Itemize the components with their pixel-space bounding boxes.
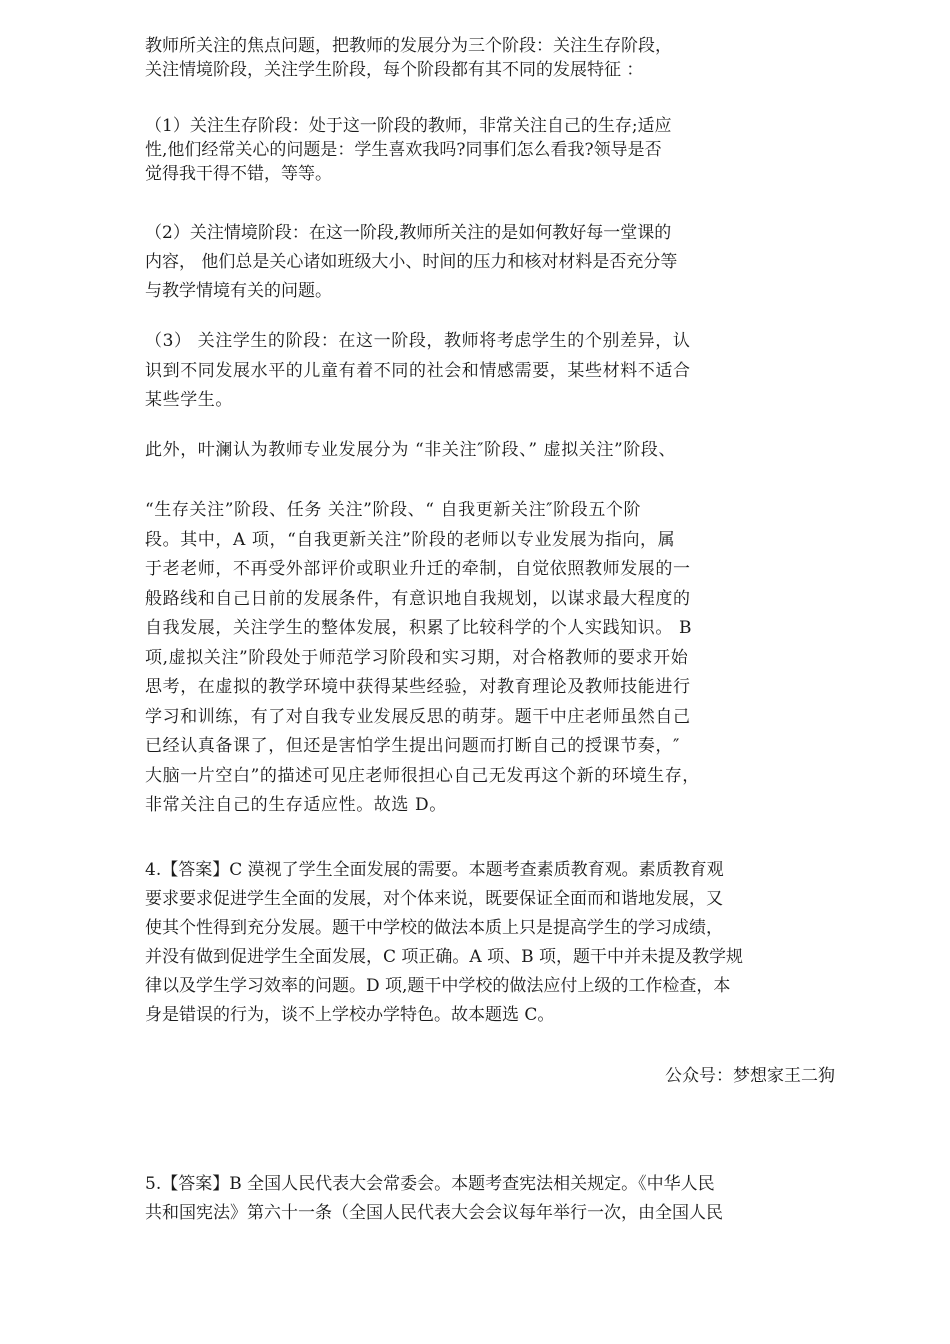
additional-paragraph (145, 436, 825, 466)
text-line: 觉得我干得不错，等等。 (145, 164, 332, 184)
text-line: “生存关注”阶段、任务 关注”阶段、“ 自我更新关注″阶段五个阶 (145, 500, 642, 520)
text-line: 5.【答案】B 全国人民代表大会常委会。本题考查宪法相关规定。《中华人民 (145, 1174, 715, 1194)
stage-2-paragraph (145, 219, 825, 306)
text-line: 4.【答案】C 漠视了学生全面发展的需要。本题考查素质教育观。素质教育观 (145, 860, 724, 880)
stage-3-paragraph (145, 327, 825, 416)
text-line: 律以及学生学习效率的问题。D 项,题干中学校的做法应付上级的工作检查，本 (145, 976, 731, 996)
text-line: 非常关注自己的生存适应性。故选 D。 (145, 795, 447, 815)
text-line: 已经认真备课了，但还是害怕学生提出问题而打断自己的授课节奏，″ (145, 736, 680, 756)
explanation-paragraph (145, 496, 825, 821)
text-line: （1）关注生存阶段：处于这一阶段的教师，非常关注自己的生存;适应 (145, 116, 672, 136)
text-line: 于老老师，不再受外部评价或职业升迁的牵制，自觉依照教师发展的一 (145, 559, 691, 579)
text-line: 与教学情境有关的问题。 (145, 281, 332, 301)
text-line: 共和国宪法》第六十一条（全国人民代表大会会议每年举行一次，由全国人民 (145, 1203, 723, 1223)
text-line: 内容， 他们总是关心诸如班级大小、时间的压力和核对材料是否充分等 (145, 252, 678, 272)
text-line: 教师所关注的焦点问题，把教师的发展分为三个阶段：关注生存阶段， (145, 36, 672, 56)
text-line: 般路线和自己日前的发展条件，有意识地自我规划，以谋求最大程度的 (145, 588, 691, 609)
text-line: 思考，在虚拟的教学环境中获得某些经验，对教育理论及教师技能进行 (145, 677, 691, 697)
answer-5-paragraph (145, 1170, 825, 1228)
text-line: 使其个性得到充分发展。题干中学校的做法本质上只是提高学生的学习成绩， (145, 918, 723, 938)
text-line: 项,虚拟关注”阶段处于师范学习阶段和实习期，对合格教师的要求开始 (145, 647, 689, 668)
text-line: 此外，叶澜认为教师专业发展分为 “非关注″阶段、” 虚拟关注”阶段、 (145, 440, 677, 460)
text-line: 识到不同发展水平的儿童有着不同的社会和情感需要，某些材料不适合 (145, 360, 691, 381)
text-line: 身是错误的行为，谈不上学校办学特色。故本题选 C。 (145, 1005, 555, 1025)
text-line: 并没有做到促进学生全面发展，C 项正确。A 项、B 项，题干中并未提及教学规 (145, 947, 743, 967)
text-line: 学习和训练，有了对自我专业发展反思的萌芽。题干中庄老师虽然自己 (145, 706, 691, 727)
text-line: 自我发展，关注学生的整体发展，积累了比较科学的个人实践知识。 B (145, 618, 693, 638)
watermark-text: 公众号：梦想家王二狗 (665, 1066, 835, 1086)
intro-paragraph (145, 34, 825, 82)
stage-1-paragraph (145, 114, 825, 186)
text-line: （3） 关注学生的阶段：在这一阶段，教师将考虑学生的个别差异，认 (145, 331, 691, 351)
text-line: 要求要求促进学生全面的发展，对个体来说，既要保证全面而和谐地发展，又 (145, 889, 723, 909)
text-line: 关注情境阶段，关注学生阶段，每个阶段都有其不同的发展特征 ： (145, 60, 644, 80)
text-line: （2）关注情境阶段：在这一阶段,教师所关注的是如何教好每一堂课的 (145, 223, 672, 243)
text-line: 某些学生。 (145, 390, 233, 410)
text-line: 段。其中，A 项，“自我更新关注”阶段的老师以专业发展为指向，属 (145, 529, 676, 550)
answer-4-paragraph (145, 856, 825, 1030)
text-line: 大脑一片空白”的描述可见庄老师很担心自己无发再这个新的环境生存， (145, 765, 700, 786)
text-line: 性,他们经常关心的问题是：学生喜欢我吗?同事们怎么看我?领导是否 (145, 140, 662, 160)
